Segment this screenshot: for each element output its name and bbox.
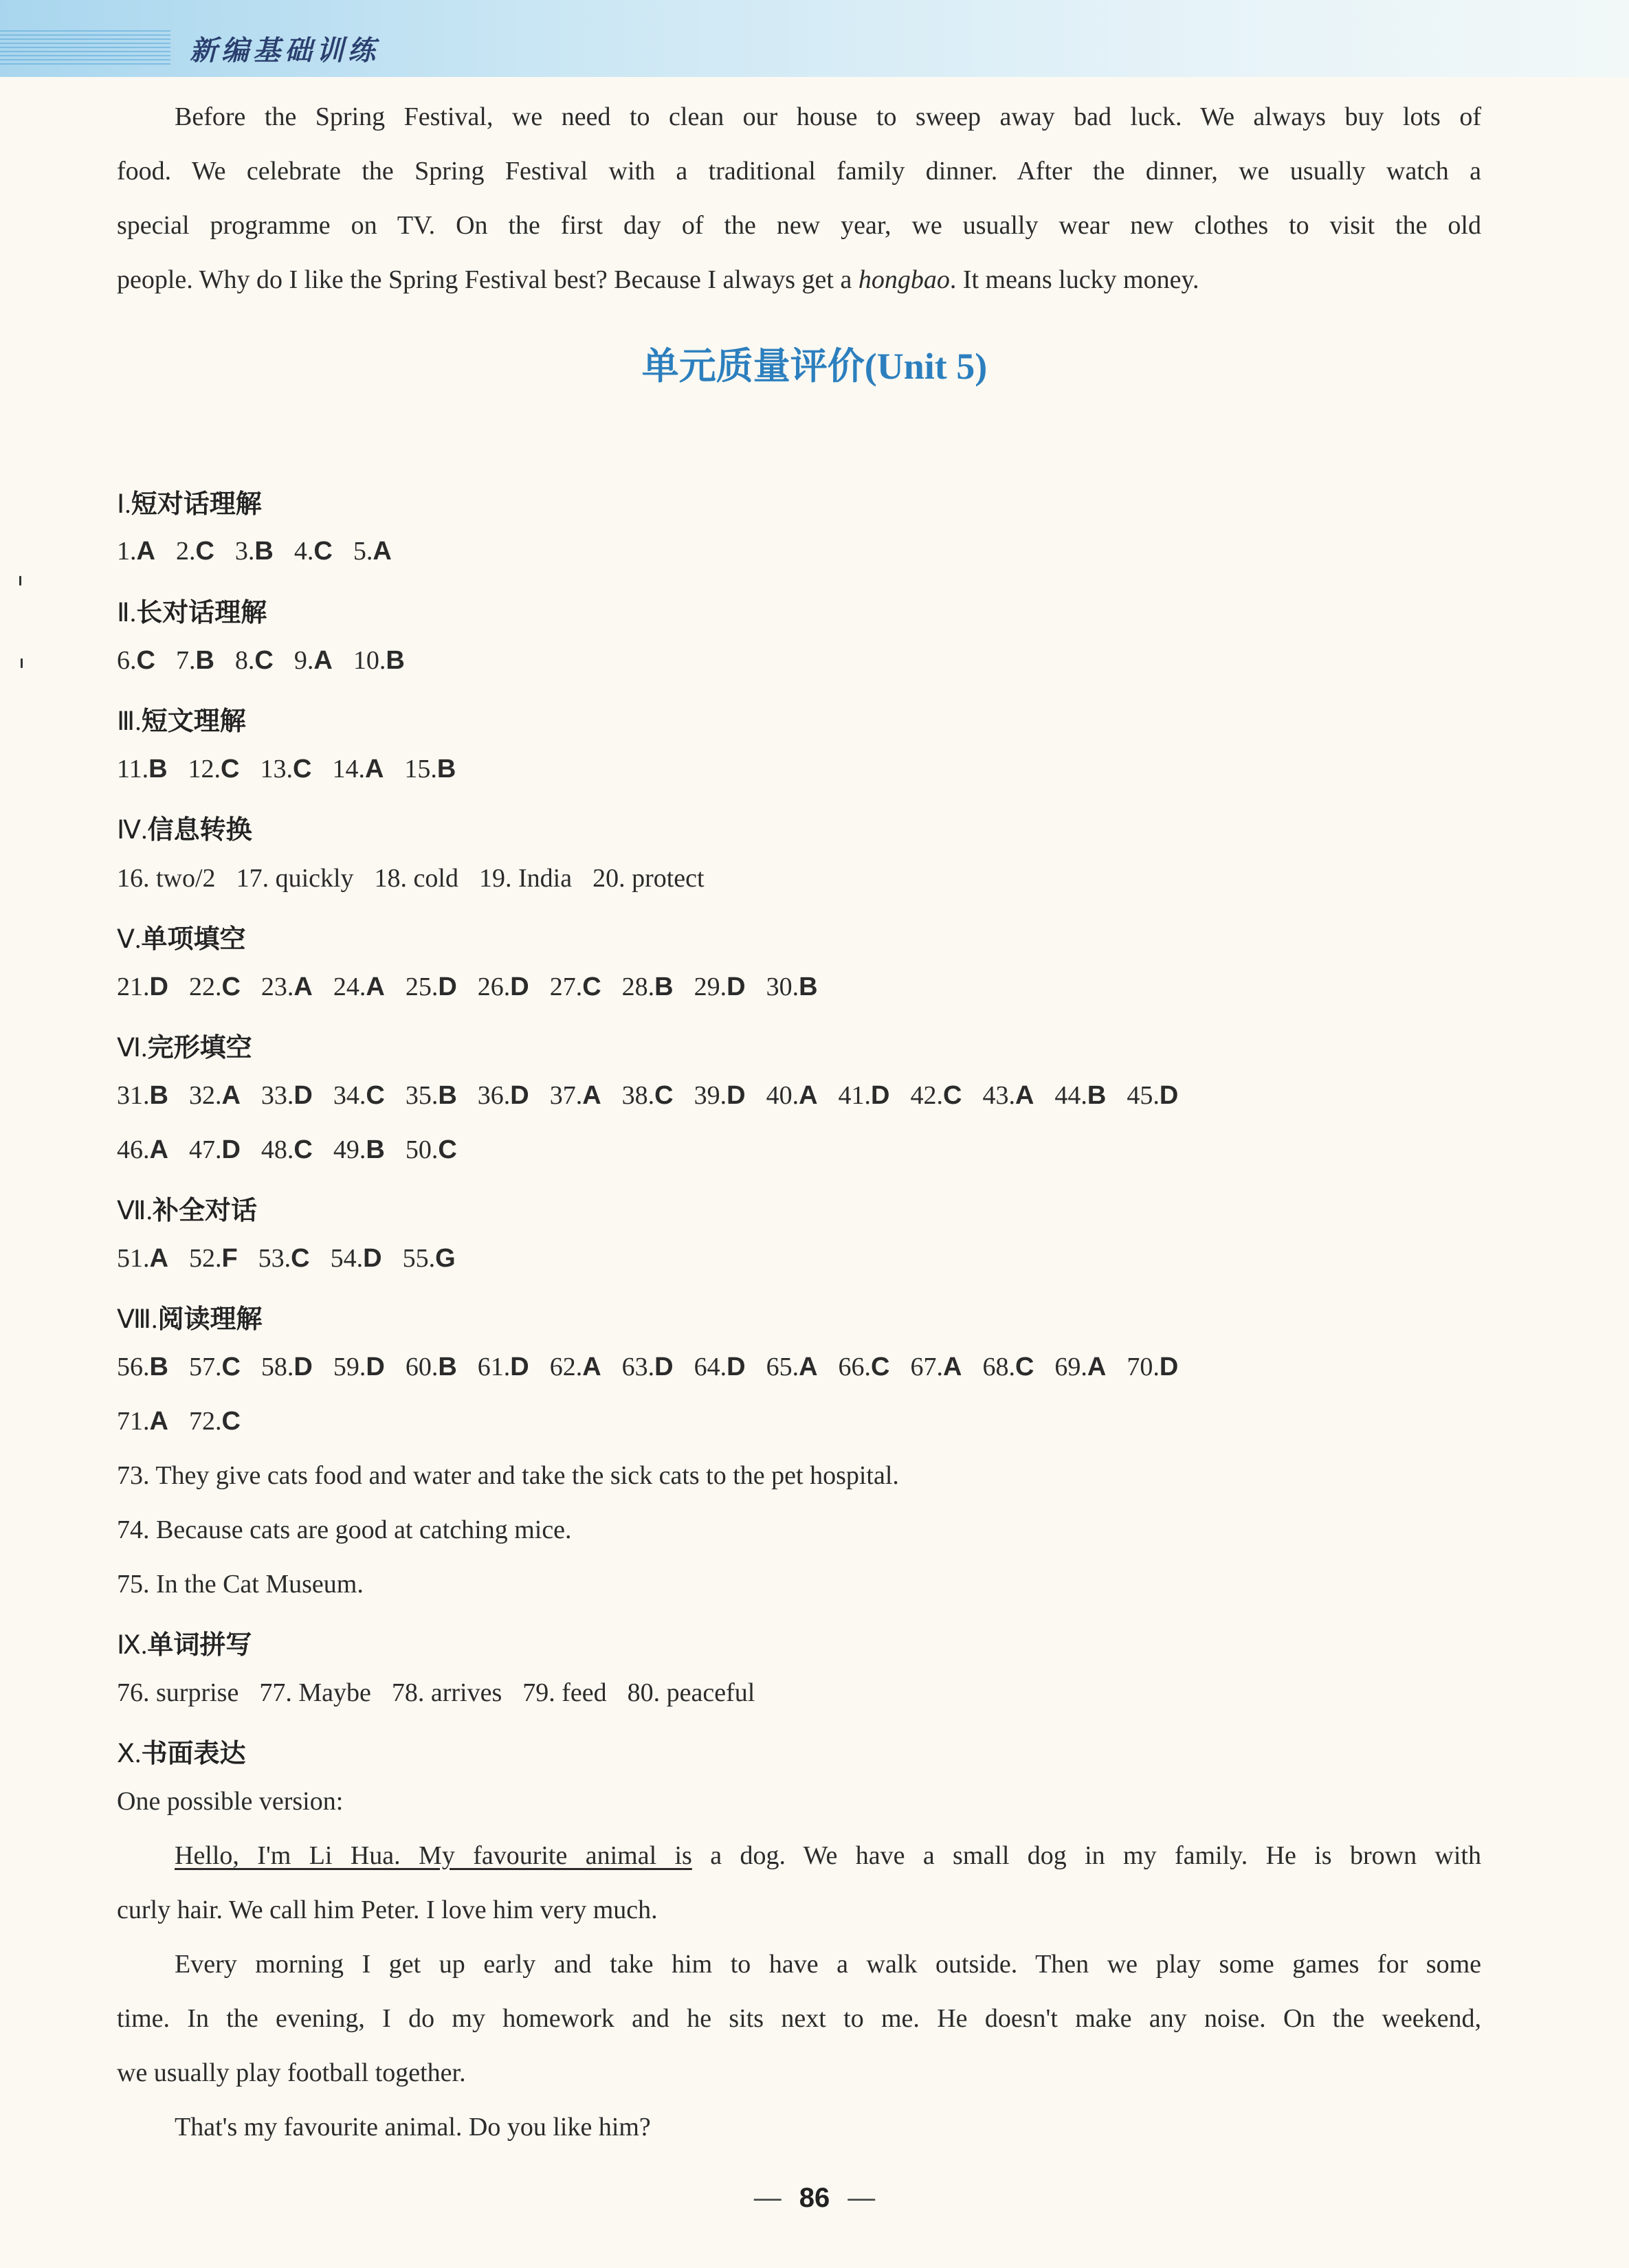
answer-letter: D [871, 1081, 890, 1110]
answer-letter: C [313, 537, 333, 566]
answer-letter: C [438, 1135, 457, 1164]
answer-letter: A [149, 1244, 168, 1273]
answer-letter: D [727, 1353, 746, 1381]
answer-letter: B [438, 1353, 457, 1381]
answer-letter: C [221, 1353, 241, 1381]
answer-letter: D [510, 1081, 529, 1110]
answer-item: 42.C [910, 1081, 962, 1110]
answer-item: 21.D [117, 972, 168, 1001]
answer-item: 62.A [549, 1353, 601, 1381]
answer-letter: A [149, 1135, 168, 1164]
answers-section-8-row-1 [117, 1352, 1199, 1382]
intro-line-3: special programme on TV. On the first day of the new year, we usually wear new clothes to visit the old [117, 211, 1481, 240]
answer-item: 18. cold [374, 864, 458, 893]
answer-letter: C [293, 755, 312, 783]
answer-item: 13.C [260, 755, 312, 783]
answer-item: 51.A [117, 1244, 168, 1273]
answer-item: 78. arrives [391, 1678, 502, 1707]
answer-item: 14.A [332, 755, 384, 783]
answer-letter: A [373, 537, 392, 566]
answer-item: 20. protect [592, 864, 705, 893]
answer-75: 75. In the Cat Museum. [117, 1570, 364, 1599]
answer-letter: C [654, 1081, 674, 1110]
answer-item: 60.B [405, 1353, 457, 1381]
answer-item: 48.C [261, 1135, 313, 1164]
answer-letter: D [727, 972, 746, 1001]
answer-letter: B [149, 1353, 168, 1381]
answer-letter: D [221, 1135, 241, 1164]
answer-item: 23.A [261, 972, 313, 1001]
answer-item: 39.D [694, 1081, 746, 1110]
answer-item: 7.B [175, 646, 214, 675]
answer-letter: C [291, 1244, 310, 1273]
margin-mark [19, 576, 21, 586]
answer-item: 45.D [1127, 1081, 1179, 1110]
series-title: 新编基础训练 [190, 34, 379, 67]
answer-item: 40.A [766, 1081, 818, 1110]
section-heading-6: Ⅵ.完形填空 [117, 1032, 252, 1063]
answer-letter: B [438, 1081, 457, 1110]
answer-letter: B [195, 646, 214, 675]
answer-item: 12.C [188, 755, 240, 783]
answer-letter: B [436, 755, 456, 783]
answer-item: 15.B [404, 755, 456, 783]
essay-p1-line-1: Hello, I'm Li Hua. My favourite animal is a dog. We have a small dog in my family. He is brown with [175, 1841, 1481, 1870]
answer-letter: A [799, 1081, 818, 1110]
answer-letter: C [1015, 1353, 1034, 1381]
answer-item: 6.C [117, 646, 155, 675]
answer-item: 22.C [188, 972, 241, 1001]
answer-letter: D [510, 972, 529, 1001]
answer-letter: G [435, 1244, 456, 1273]
answer-item: 55.G [402, 1244, 456, 1273]
answer-item: 58.D [261, 1353, 313, 1381]
answer-item: 31.B [117, 1081, 168, 1110]
answer-73: 73. They give cats food and water and take the sick cats to the pet hospital. [117, 1461, 899, 1490]
answer-letter: C [195, 537, 214, 566]
answer-item: 79. feed [522, 1678, 607, 1707]
answers-section-6-row-1 [117, 1080, 1199, 1111]
answer-item: 27.C [549, 972, 601, 1001]
answer-item: 3.B [234, 537, 274, 566]
answer-item: 41.D [838, 1081, 890, 1110]
answer-item: 11.B [117, 755, 168, 783]
answer-item: 63.D [621, 1353, 674, 1381]
answer-item: 19. India [478, 864, 573, 893]
answer-letter: B [799, 972, 818, 1001]
answer-letter: D [510, 1353, 529, 1381]
answer-letter: D [727, 1081, 746, 1110]
section-heading-8: Ⅷ.阅读理解 [117, 1304, 263, 1334]
intro-line-4: people. Why do I like the Spring Festival best? Because I always get a hongbao. It means lucky money. [117, 265, 1199, 294]
answer-item: 68.C [982, 1353, 1034, 1381]
answer-item: 33.D [261, 1081, 313, 1110]
answer-item: 61.D [477, 1353, 529, 1381]
answer-letter: D [293, 1353, 313, 1381]
answer-item: 38.C [621, 1081, 674, 1110]
answers-section-4 [117, 863, 725, 893]
answer-letter: C [254, 646, 274, 675]
answer-letter: D [366, 1353, 385, 1381]
section-heading-7: Ⅶ.补全对话 [117, 1195, 258, 1225]
answer-letter: C [582, 972, 601, 1001]
answer-letter: D [363, 1244, 382, 1273]
answer-item: 25.D [405, 972, 457, 1001]
answer-item: 47.D [188, 1135, 241, 1164]
answer-letter: B [254, 537, 274, 566]
answer-item: 53.C [258, 1244, 310, 1273]
intro-line-1: Before the Spring Festival, we need to clean our house to sweep away bad luck. We always buy lots of [175, 102, 1481, 131]
answer-item: 56.B [117, 1353, 168, 1381]
answer-item: 4.C [293, 537, 333, 566]
answers-section-9 [117, 1678, 775, 1708]
answer-item: 29.D [694, 972, 746, 1001]
answer-letter: B [366, 1135, 385, 1164]
answer-item: 34.C [333, 1081, 385, 1110]
answer-letter: A [1015, 1081, 1034, 1110]
essay-p3: That's my favourite animal. Do you like him? [175, 2113, 651, 2142]
answer-item: 36.D [477, 1081, 529, 1110]
answer-letter: A [364, 755, 384, 783]
intro-line-2: food. We celebrate the Spring Festival with a traditional family dinner. After the dinner, we usually watch a [117, 157, 1481, 186]
answer-letter: D [654, 1353, 674, 1381]
answer-letter: B [654, 972, 674, 1001]
section-heading-2: Ⅱ.长对话理解 [117, 597, 267, 627]
answer-letter: D [149, 972, 168, 1001]
answer-item: 70.D [1127, 1353, 1179, 1381]
section-heading-1: Ⅰ.短对话理解 [117, 489, 262, 519]
answer-letter: C [293, 1135, 313, 1164]
answer-letter: A [1087, 1353, 1107, 1381]
answer-letter: F [221, 1244, 238, 1273]
answer-item: 49.B [333, 1135, 385, 1164]
answer-item: 1.A [117, 537, 155, 566]
answer-letter: C [221, 1407, 241, 1436]
header-decorative-lines [0, 30, 170, 65]
answer-letter: A [582, 1081, 601, 1110]
answer-letter: C [366, 1081, 385, 1110]
answer-letter: A [799, 1353, 818, 1381]
answers-section-2 [117, 645, 425, 676]
answer-item: 10.B [353, 646, 405, 675]
section-heading-10: Ⅹ.书面表达 [117, 1738, 246, 1768]
essay-p2-line-2: time. In the evening, I do my homework and he sits next to me. He doesn't make any noise. On the weekend, [117, 2004, 1481, 2033]
answer-letter: B [1087, 1081, 1107, 1110]
answer-letter: A [149, 1407, 168, 1436]
possible-version-label: One possible version: [117, 1787, 344, 1816]
answer-letter: A [136, 537, 155, 566]
answer-item: 65.A [766, 1353, 818, 1381]
answer-item: 17. quickly [236, 864, 354, 893]
answer-item: 5.A [353, 537, 392, 566]
section-heading-4: Ⅳ.信息转换 [117, 814, 252, 845]
answer-letter: C [221, 755, 240, 783]
answer-item: 46.A [117, 1135, 168, 1164]
answer-letter: C [942, 1081, 962, 1110]
answer-letter: D [1159, 1353, 1179, 1381]
section-heading-5: Ⅴ.单项填空 [117, 924, 246, 954]
answer-item: 76. surprise [117, 1678, 239, 1707]
answers-section-7 [117, 1243, 476, 1274]
answers-section-1 [117, 536, 412, 566]
answer-item: 44.B [1054, 1081, 1107, 1110]
answer-letter: A [221, 1081, 241, 1110]
answer-item: 50.C [405, 1135, 457, 1164]
answer-74: 74. Because cats are good at catching mice. [117, 1515, 572, 1544]
answer-item: 54.D [330, 1244, 382, 1273]
answer-letter: A [366, 972, 385, 1001]
answer-item: 71.A [117, 1407, 168, 1436]
section-heading-9: Ⅸ.单词拼写 [117, 1630, 252, 1660]
answer-letter: D [293, 1081, 313, 1110]
answer-letter: C [136, 646, 155, 675]
answer-letter: A [313, 646, 333, 675]
essay-p2-line-3: we usually play football together. [117, 2058, 466, 2087]
answer-item: 64.D [694, 1353, 746, 1381]
section-heading-3: Ⅲ.短文理解 [117, 706, 246, 736]
answer-item: 43.A [982, 1081, 1034, 1110]
answers-section-5 [117, 972, 839, 1002]
answer-letter: D [1159, 1081, 1179, 1110]
answer-letter: A [942, 1353, 962, 1381]
unit-title: 单元质量评价(Unit 5) [641, 344, 988, 388]
answers-section-6-row-2 [117, 1135, 478, 1165]
answer-item: 67.A [910, 1353, 962, 1381]
essay-p2-line-1: Every morning I get up early and take him to have a walk outside. Then we play some games for some [175, 1950, 1481, 1979]
answer-item: 80. peaceful [627, 1678, 755, 1707]
answer-letter: D [438, 972, 457, 1001]
answer-item: 52.F [188, 1244, 238, 1273]
answer-item: 9.A [293, 646, 333, 675]
answer-letter: A [293, 972, 313, 1001]
answer-letter: C [871, 1353, 890, 1381]
answer-letter: A [582, 1353, 601, 1381]
answer-item: 30.B [766, 972, 818, 1001]
answer-item: 32.A [188, 1081, 241, 1110]
answer-letter: B [386, 646, 405, 675]
essay-p1-line-2: curly hair. We call him Peter. I love him very much. [117, 1895, 658, 1924]
answers-section-3 [117, 754, 476, 784]
answer-item: 66.C [838, 1353, 890, 1381]
answer-item: 59.D [333, 1353, 385, 1381]
page-number: — 86 — [753, 2183, 876, 2213]
answer-item: 2.C [175, 537, 214, 566]
answer-letter: C [221, 972, 241, 1001]
answer-item: 57.C [188, 1353, 241, 1381]
answer-letter: B [148, 755, 168, 783]
answer-item: 37.A [549, 1081, 601, 1110]
margin-mark [21, 658, 23, 668]
answer-letter: B [149, 1081, 168, 1110]
answer-item: 24.A [333, 972, 385, 1001]
hongbao-italic: hongbao [858, 265, 950, 294]
answer-item: 72.C [188, 1407, 241, 1436]
answer-item: 69.A [1054, 1353, 1107, 1381]
answer-item: 35.B [405, 1081, 457, 1110]
answers-section-8-row-2 [117, 1406, 261, 1436]
answer-item: 26.D [477, 972, 529, 1001]
answer-item: 77. Maybe [259, 1678, 371, 1707]
essay-underlined-opening: Hello, I'm Li Hua. My favourite animal is [175, 1841, 692, 1870]
answer-item: 16. two/2 [117, 864, 216, 893]
answer-item: 8.C [234, 646, 274, 675]
answer-item: 28.B [621, 972, 674, 1001]
